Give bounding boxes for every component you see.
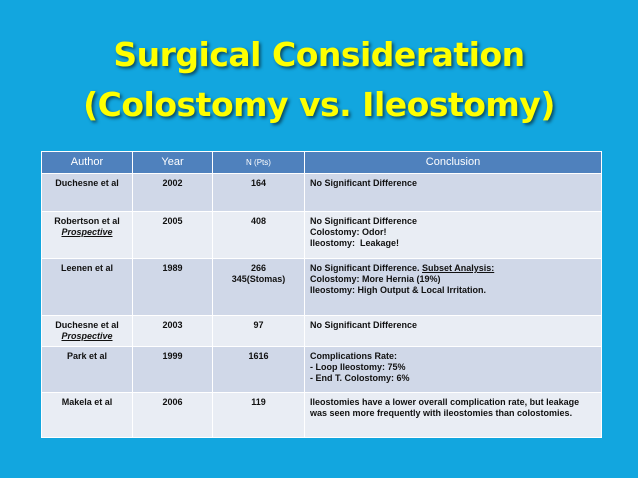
cell-author	[42, 212, 133, 259]
cell-author	[42, 347, 133, 393]
cell-author	[42, 393, 133, 438]
author-name: Duchesne et al	[55, 178, 119, 188]
cell-n: 119	[213, 393, 305, 438]
table-header-row	[42, 152, 602, 174]
conclusion-line: - End T. Colostomy: 6%	[310, 373, 410, 383]
title-line-1: Surgical Consideration	[113, 35, 525, 74]
studies-table	[41, 151, 602, 438]
conclusion-line: Colostomy: More Hernia (19%)	[310, 274, 441, 284]
author-note: Prospective	[61, 331, 113, 341]
author-name: Robertson et al	[54, 216, 120, 226]
table-row	[42, 259, 602, 316]
conclusion-line: No Significant Difference	[310, 216, 418, 226]
cell-conclusion	[305, 393, 602, 438]
cell-n: 408	[213, 212, 305, 259]
cell-conclusion	[305, 212, 602, 259]
n-value-stomas: 345(Stomas)	[231, 274, 286, 284]
cell-author	[42, 259, 133, 316]
header-author: Author	[42, 152, 133, 174]
conclusion-line: No Significant Difference	[310, 178, 418, 188]
table-row	[42, 174, 602, 212]
header-n: N (Pts)	[213, 152, 305, 174]
table-row	[42, 212, 602, 259]
author-note: Prospective	[61, 227, 113, 237]
title-line-2: (Colostomy vs. Ileostomy)	[83, 85, 555, 124]
author-name: Leenen et al	[60, 263, 114, 273]
cell-year: 2005	[133, 212, 213, 259]
table-row	[42, 393, 602, 438]
conclusion-text: No Significant Difference.	[310, 263, 423, 273]
header-conclusion: Conclusion	[305, 152, 602, 174]
cell-year: 1989	[133, 259, 213, 316]
table-row	[42, 347, 602, 393]
cell-conclusion	[305, 347, 602, 393]
conclusion-line: Ileostomy: High Output & Local Irritation.	[310, 285, 487, 295]
conclusion-line: - Loop Ileostomy: 75%	[310, 362, 406, 372]
conclusion-line: No Significant Difference	[310, 320, 418, 330]
header-year: Year	[133, 152, 213, 174]
conclusion-line: Colostomy: Odor!	[310, 227, 387, 237]
cell-n: 164	[213, 174, 305, 212]
cell-year: 2006	[133, 393, 213, 438]
cell-n: 97	[213, 316, 305, 347]
cell-n: 1616	[213, 347, 305, 393]
cell-conclusion	[305, 174, 602, 212]
conclusion-line	[310, 263, 596, 274]
cell-author	[42, 174, 133, 212]
cell-year: 2002	[133, 174, 213, 212]
cell-year: 1999	[133, 347, 213, 393]
cell-conclusion	[305, 316, 602, 347]
conclusion-line: Ileostomy: Leakage!	[310, 238, 400, 248]
table-row	[42, 316, 602, 347]
cell-n	[213, 259, 305, 316]
cell-conclusion	[305, 259, 602, 316]
cell-year: 2003	[133, 316, 213, 347]
conclusion-line: Complications Rate:	[310, 351, 398, 361]
n-value: 266	[250, 263, 267, 273]
author-name: Makela et al	[61, 397, 113, 407]
author-name: Park et al	[66, 351, 108, 361]
cell-author	[42, 316, 133, 347]
subset-analysis-label: Subset Analysis:	[422, 263, 495, 273]
slide-title	[0, 30, 638, 130]
author-name: Duchesne et al	[55, 320, 119, 330]
conclusion-text: Ileostomies have a lower overall complication rate, but leakage was seen more frequently with ileostomies than colostomies.	[310, 397, 580, 418]
